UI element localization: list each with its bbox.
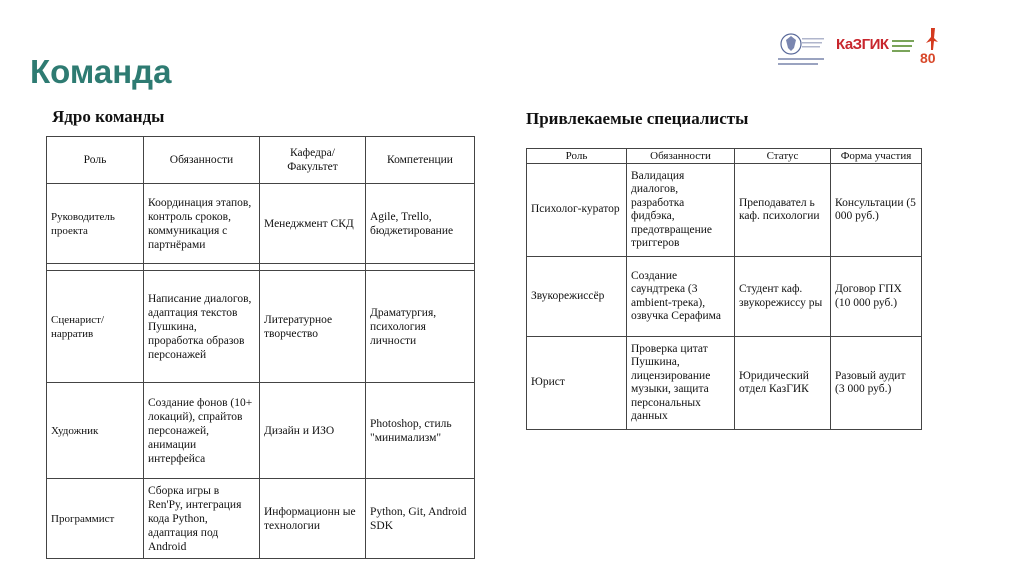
- form-cell: Консультации (5 000 руб.): [831, 164, 922, 257]
- department-cell: Литературное творчество: [260, 271, 366, 383]
- table-row: [527, 257, 922, 337]
- kazgik-logo: КаЗГИК: [836, 36, 889, 53]
- table-header-row: [47, 137, 475, 184]
- role-cell: Сценарист/ нарратив: [47, 271, 144, 383]
- role-cell: Руководитель проекта: [47, 184, 144, 264]
- column-header: Обязанности: [144, 137, 260, 184]
- table-row: [527, 164, 922, 257]
- ministry-emblem-icon: [778, 30, 828, 72]
- duties-cell: Координация этапов, контроль сроков, коммуникация с партнёрами: [144, 184, 260, 264]
- anniversary-logo: [920, 28, 942, 72]
- column-header: Роль: [47, 137, 144, 184]
- specialists-heading: Привлекаемые специалисты: [526, 109, 749, 128]
- department-cell: Информационн ые технологии: [260, 479, 366, 559]
- kazgik-caption-icon: [892, 38, 916, 58]
- form-cell: Договор ГПХ (10 000 руб.): [831, 257, 922, 337]
- duties-cell: Создание фонов (10+ локаций), спрайтов персонажей, анимации интерфейса: [144, 383, 260, 479]
- duties-cell: Сборка игры в Ren'Py, интеграция кода Python, адаптация под Android: [144, 479, 260, 559]
- column-header: Компетенции: [366, 137, 475, 184]
- role-cell: Психолог-куратор: [527, 164, 627, 257]
- form-cell: Разовый аудит (3 000 руб.): [831, 337, 922, 430]
- monument-icon: [922, 28, 944, 52]
- core-team-table: [46, 136, 475, 559]
- slide-title: Команда: [30, 53, 172, 90]
- column-header: Форма участия: [831, 149, 922, 164]
- status-cell: Юридический отдел КазГИК: [735, 337, 831, 430]
- duties-cell: Создание саундтрека (3 ambient-трека), озвучка Серафима: [627, 257, 735, 337]
- column-header: Роль: [527, 149, 627, 164]
- anniversary-number: 80: [920, 50, 936, 66]
- table-row: [47, 383, 475, 479]
- table-header-row: [527, 149, 922, 164]
- table-separator: [47, 264, 475, 271]
- skills-cell: Agile, Trello, бюджетирование: [366, 184, 475, 264]
- duties-cell: Валидация диалогов, разработка фидбэка, предотвращение триггеров: [627, 164, 735, 257]
- role-cell: Звукорежиссёр: [527, 257, 627, 337]
- specialists-table: [526, 148, 922, 430]
- column-header: Статус: [735, 149, 831, 164]
- duties-cell: Написание диалогов, адаптация текстов Пушкина, проработка образов персонажей: [144, 271, 260, 383]
- partner-logos: [770, 28, 950, 78]
- table-row: [47, 271, 475, 383]
- table-row: [47, 479, 475, 559]
- department-cell: Дизайн и ИЗО: [260, 383, 366, 479]
- role-cell: Программист: [47, 479, 144, 559]
- column-header: Обязанности: [627, 149, 735, 164]
- department-cell: Менеджмент СКД: [260, 184, 366, 264]
- status-cell: Преподавател ь каф. психологии: [735, 164, 831, 257]
- column-header: Кафедра/ Факультет: [260, 137, 366, 184]
- skills-cell: Python, Git, Android SDK: [366, 479, 475, 559]
- table-row: [527, 337, 922, 430]
- status-cell: Студент каф. звукорежиссу ры: [735, 257, 831, 337]
- table-row: [47, 184, 475, 264]
- skills-cell: Драматургия, психология личности: [366, 271, 475, 383]
- role-cell: Юрист: [527, 337, 627, 430]
- duties-cell: Проверка цитат Пушкина, лицензирование музыки, защита персональных данных: [627, 337, 735, 430]
- skills-cell: Photoshop, стиль "минимализм": [366, 383, 475, 479]
- role-cell: Художник: [47, 383, 144, 479]
- core-team-heading: Ядро команды: [52, 107, 165, 126]
